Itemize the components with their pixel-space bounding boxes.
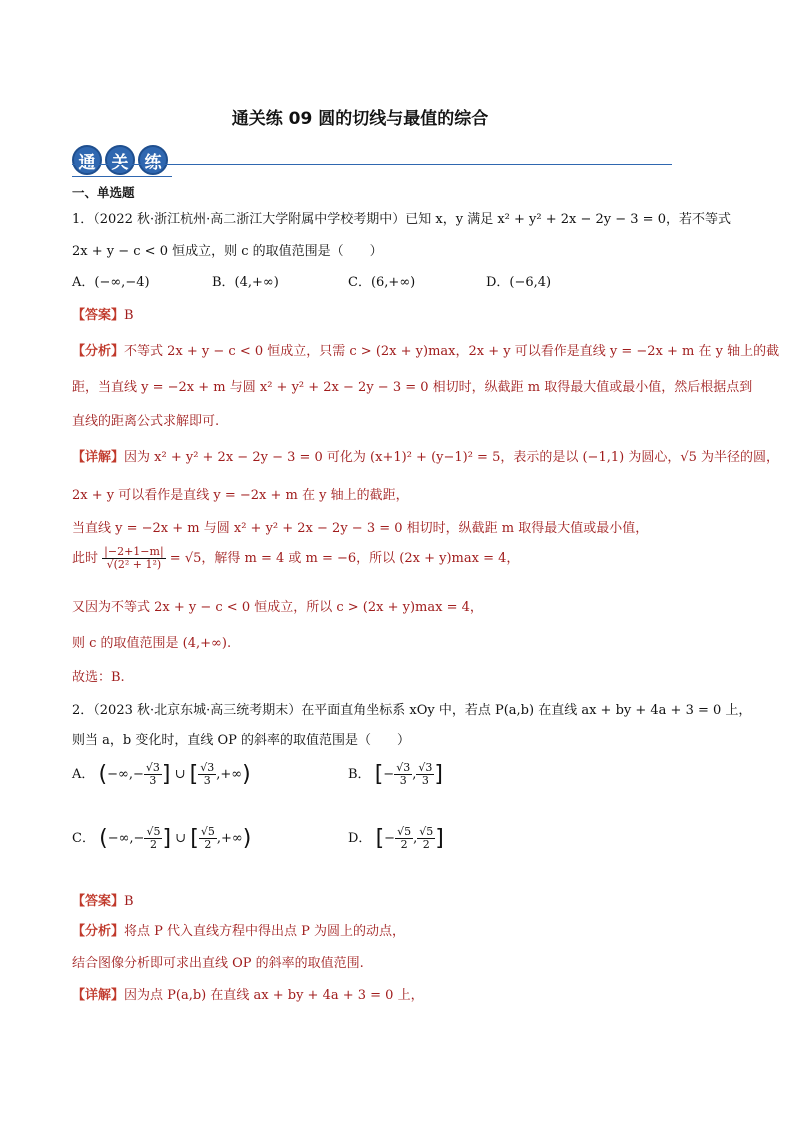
fraction-denominator: 2 <box>204 838 212 851</box>
q2-option-c: C． (−∞,− $\frac{√5}{2}$ ] ∪ [ $\frac{√5}{2}$ ,+∞) <box>72 825 252 851</box>
q2-stem-line2: 则当 a，b 变化时，直线 OP 的斜率的取值范围是（ ） <box>72 733 411 748</box>
q1-answer <box>72 304 134 323</box>
option-label: C． <box>72 831 95 846</box>
option-fraction <box>395 826 413 851</box>
analysis-text: 不等式 2x + y − c < 0 恒成立，只需 c > (2x + y)max，2x + y 可以看作是直线 y = −2x + m 在 y 轴上的截 <box>124 344 780 359</box>
logo-char: 通 <box>72 145 102 175</box>
fraction-numerator: √5 <box>146 825 161 838</box>
answer-tag: 【答案】 <box>72 894 125 909</box>
option-fraction <box>144 762 162 787</box>
option-text: ,+∞ <box>216 767 243 782</box>
option-fraction <box>394 762 412 787</box>
q1-option-a: A．(−∞,−4) <box>72 275 150 290</box>
option-label: B． <box>348 767 371 782</box>
option-fraction <box>417 826 435 851</box>
fraction-denominator: 3 <box>203 774 211 787</box>
q1-option-b: B．(4,+∞) <box>212 275 279 290</box>
fraction-numerator: |−2+1−m| <box>104 545 164 558</box>
q2-stem-line1: 2．（2023 秋·北京东城·高三统考期末）在平面直角坐标系 xOy 中，若点 P(a,b) 在直线 ax + by + 4a + 3 = 0 上， <box>72 703 752 718</box>
answer-value: B <box>124 894 134 909</box>
option-text: −∞,− <box>107 767 144 782</box>
option-label: D． <box>348 831 372 846</box>
logo-char: 关 <box>105 145 135 175</box>
q2-answer <box>72 890 134 909</box>
option-fraction <box>416 762 434 787</box>
q1-detail-line5: 又因为不等式 2x + y − c < 0 恒成立，所以 c > (2x + y)max = 4， <box>72 600 483 615</box>
header-rule <box>72 164 672 165</box>
q2-detail-line1 <box>72 984 424 1003</box>
detail-tag: 【详解】 <box>72 988 125 1003</box>
q2-analysis-line2: 结合图像分析即可求出直线 OP 的斜率的取值范围. <box>72 956 364 971</box>
q2-option-d: D． [− $\frac{√5}{2}$ , $\frac{√5}{2}$ ] <box>348 825 444 851</box>
q1-detail-line1 <box>72 446 779 465</box>
option-fraction <box>144 826 162 851</box>
q1-analysis-line1 <box>72 340 779 359</box>
detail-text: = √5，解得 m = 4 或 m = −6，所以 (2x + y)max = 4， <box>169 551 520 566</box>
fraction-denominator: 3 <box>149 774 157 787</box>
detail-tag: 【详解】 <box>72 450 125 465</box>
option-text: −∞,− <box>107 831 145 846</box>
q1-detail-line3: 当直线 y = −2x + m 与圆 x² + y² + 2x − 2y − 3 = 0 相切时，纵截距 m 取得最大值或最小值， <box>72 521 649 536</box>
fraction-numerator: √3 <box>200 761 215 774</box>
detail-text: 因为点 P(a,b) 在直线 ax + by + 4a + 3 = 0 上， <box>124 988 424 1003</box>
q1-option-d: D．(−6,4) <box>486 275 552 290</box>
fraction-numerator: √5 <box>419 825 434 838</box>
logo-char: 练 <box>138 145 168 175</box>
q1-detail-line4 <box>72 546 519 571</box>
fraction-denominator: 2 <box>422 838 430 851</box>
q1-detail-line2: 2x + y 可以看作是直线 y = −2x + m 在 y 轴上的截距， <box>72 488 409 503</box>
q1-detail-line7: 故选：B. <box>72 670 125 685</box>
option-fraction <box>198 762 216 787</box>
fraction-numerator: √3 <box>418 761 433 774</box>
q1-analysis-line2: 距，当直线 y = −2x + m 与圆 x² + y² + 2x − 2y − 3 = 0 相切时，纵截距 m 取得最大值或最小值，然后根据点到 <box>72 380 753 395</box>
fraction-denominator: 3 <box>421 774 429 787</box>
detail-text: 因为 x² + y² + 2x − 2y − 3 = 0 可化为 (x+1)² + (y−1)² = 5，表示的是以 (−1,1) 为圆心，√5 为半径的圆， <box>124 450 780 465</box>
fraction-numerator: √3 <box>396 761 411 774</box>
q1-detail-line6: 则 c 的取值范围是 (4,+∞). <box>72 636 232 651</box>
fraction-denominator: 3 <box>399 774 407 787</box>
section-logo <box>72 145 168 175</box>
fraction-denominator: √(2² + 1²) <box>106 558 162 571</box>
fraction-numerator: √5 <box>200 825 215 838</box>
q1-stem-line1: 1．（2022 秋·浙江杭州·高二浙江大学附属中学校考期中）已知 x，y 满足 x² + y² + 2x − 2y − 3 = 0，若不等式 <box>72 212 731 227</box>
analysis-tag: 【分析】 <box>72 344 125 359</box>
fraction-denominator: 2 <box>149 838 157 851</box>
q2-option-b: B． [− $\frac{√3}{3}$ , $\frac{√3}{3}$ ] <box>348 761 443 787</box>
analysis-text: 将点 P 代入直线方程中得出点 P 为圆上的动点， <box>124 924 406 939</box>
analysis-tag: 【分析】 <box>72 924 125 939</box>
detail-text: 此时 <box>72 551 99 566</box>
answer-tag: 【答案】 <box>72 308 125 323</box>
q1-analysis-line3: 直线的距离公式求解即可. <box>72 414 220 429</box>
distance-fraction <box>102 546 166 571</box>
option-fraction <box>199 826 217 851</box>
header-rule-short <box>72 176 172 177</box>
fraction-numerator: √3 <box>145 761 160 774</box>
option-text: ,+∞ <box>216 831 243 846</box>
q1-stem-line2: 2x + y − c < 0 恒成立，则 c 的取值范围是（ ） <box>72 244 383 259</box>
q1-option-c: C．(6,+∞) <box>348 275 416 290</box>
fraction-denominator: 2 <box>400 838 408 851</box>
q2-analysis-line1 <box>72 920 405 939</box>
option-label: A． <box>72 767 95 782</box>
section-heading: 一、单选题 <box>72 185 135 200</box>
page-title: 通关练 09 圆的切线与最值的综合 <box>231 109 489 129</box>
fraction-numerator: √5 <box>397 825 412 838</box>
answer-value: B <box>124 308 134 323</box>
q2-option-a: A． (−∞,− $\frac{√3}{3}$ ] ∪ [ $\frac{√3}{3}$ ,+∞) <box>72 761 251 787</box>
